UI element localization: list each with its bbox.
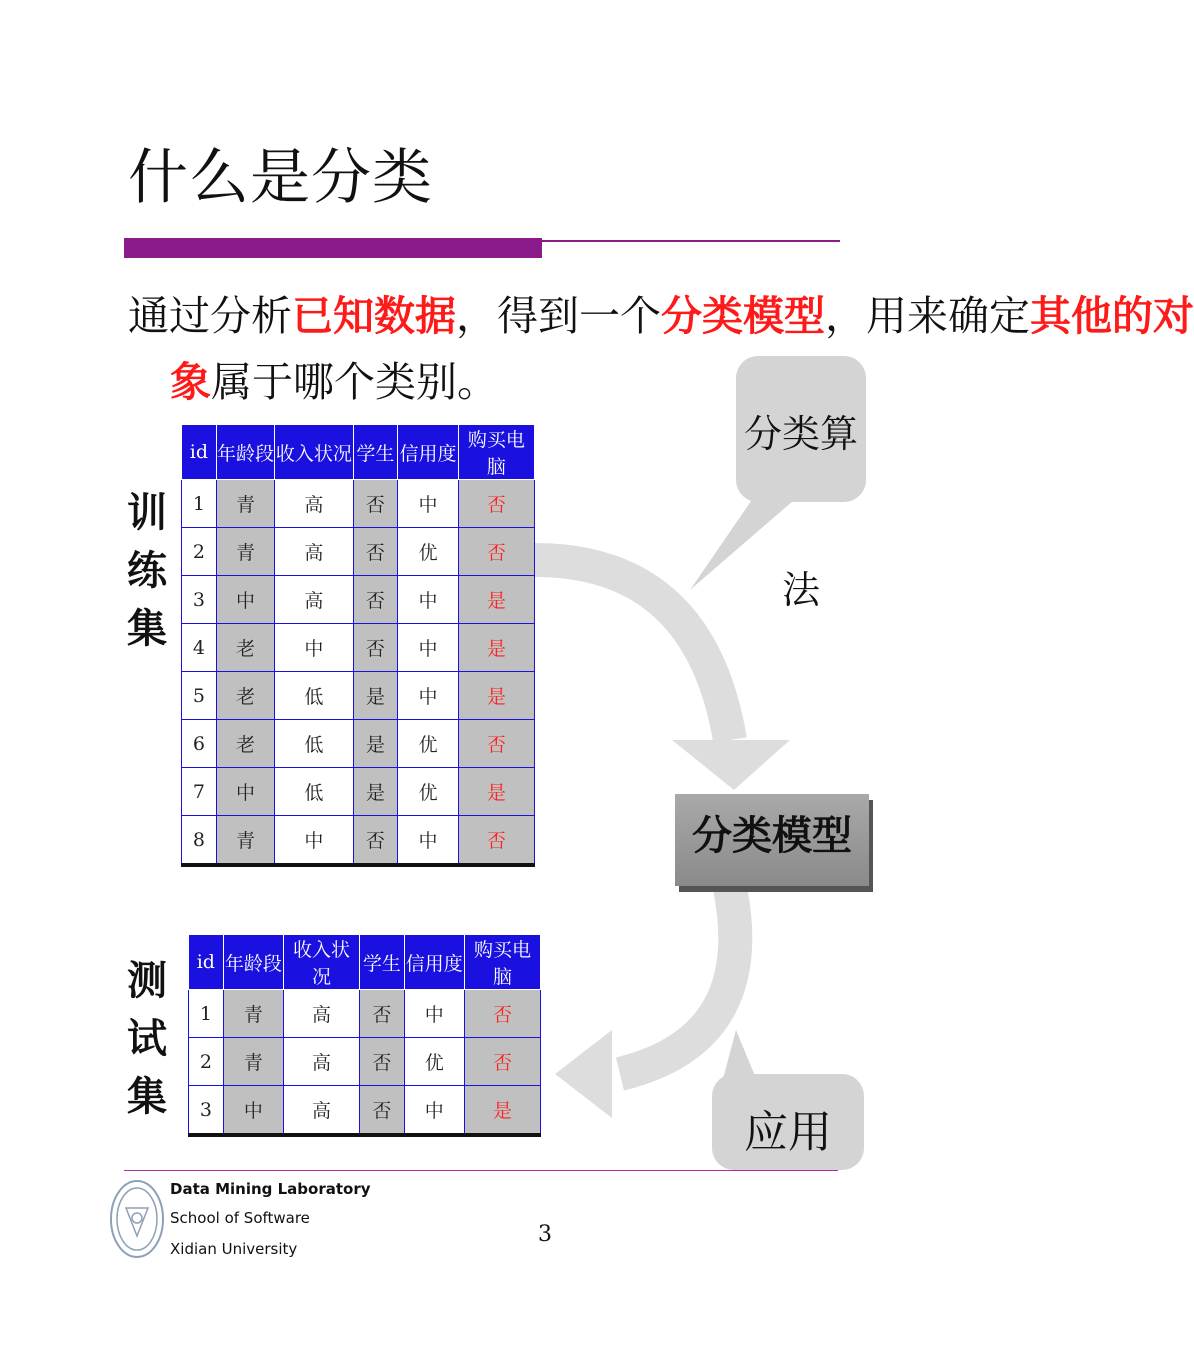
classification-model-box: 分类模型 <box>675 794 869 886</box>
cell-buys: 是 <box>464 1086 540 1136</box>
cell-credit: 优 <box>404 1038 464 1086</box>
footer-lab-name: Data Mining Laboratory <box>170 1180 371 1198</box>
cell-age: 青 <box>216 528 275 576</box>
header-age: 年龄段 <box>216 425 275 480</box>
test-table <box>188 934 541 1137</box>
cell-id: 8 <box>182 816 217 866</box>
intro-highlight: 象 <box>170 358 211 406</box>
cell-credit: 中 <box>398 624 458 672</box>
cell-id: 7 <box>182 768 217 816</box>
header-credit: 信用度 <box>398 425 458 480</box>
cell-student: 是 <box>353 720 398 768</box>
table-row <box>182 672 535 720</box>
test-set-label <box>124 952 170 1126</box>
header-income: 收入状况 <box>284 935 360 990</box>
footer-university-name: Xidian University <box>170 1240 298 1258</box>
cell-credit: 中 <box>398 576 458 624</box>
cell-id: 1 <box>182 480 217 528</box>
table-row <box>182 528 535 576</box>
cell-credit: 中 <box>398 480 458 528</box>
cell-buys: 是 <box>458 624 534 672</box>
footer-rule <box>124 1170 838 1171</box>
header-income: 收入状况 <box>275 425 353 480</box>
cell-credit: 中 <box>398 672 458 720</box>
cell-age: 青 <box>216 816 275 866</box>
cell-age: 老 <box>216 720 275 768</box>
page-title: 什么是分类 <box>128 143 433 213</box>
table-row <box>189 1038 541 1086</box>
cell-income: 低 <box>275 672 353 720</box>
cell-buys: 是 <box>458 576 534 624</box>
header-buys: 购买电脑 <box>458 425 534 480</box>
cell-id: 3 <box>189 1086 224 1136</box>
label-char: 集 <box>127 1073 167 1120</box>
cell-credit: 中 <box>398 816 458 866</box>
intro-text: 属于哪个类别。 <box>211 358 498 406</box>
table-row <box>182 768 535 816</box>
page-number: 3 <box>538 1222 552 1247</box>
cell-credit: 优 <box>398 528 458 576</box>
cell-income: 低 <box>275 768 353 816</box>
cell-age: 青 <box>223 990 283 1038</box>
cell-income: 高 <box>284 1038 360 1086</box>
cell-income: 高 <box>275 576 353 624</box>
table-row <box>182 816 535 866</box>
cell-id: 3 <box>182 576 217 624</box>
cell-buys: 否 <box>464 1038 540 1086</box>
university-seal-icon <box>108 1178 166 1260</box>
training-set-label <box>124 484 170 658</box>
intro-text: 通过分析 <box>128 292 292 340</box>
cell-age: 老 <box>216 672 275 720</box>
cell-student: 否 <box>353 576 398 624</box>
table-row <box>182 576 535 624</box>
cell-income: 高 <box>284 990 360 1038</box>
cell-id: 2 <box>189 1038 224 1086</box>
cell-age: 青 <box>223 1038 283 1086</box>
header-id: id <box>189 935 224 990</box>
header-credit: 信用度 <box>404 935 464 990</box>
header-student: 学生 <box>353 425 398 480</box>
cell-age: 中 <box>223 1086 283 1136</box>
arrow-head-down <box>672 740 790 790</box>
cell-student: 否 <box>353 480 398 528</box>
cell-income: 高 <box>275 528 353 576</box>
apply-bubble: 应用 <box>712 1074 864 1170</box>
cell-age: 中 <box>216 576 275 624</box>
label-char: 练 <box>127 547 167 594</box>
table-header-row <box>182 425 535 480</box>
table-row <box>182 720 535 768</box>
cell-id: 2 <box>182 528 217 576</box>
arrow-train-to-model <box>535 560 730 740</box>
cell-id: 1 <box>189 990 224 1038</box>
cell-student: 是 <box>353 768 398 816</box>
table-row <box>182 480 535 528</box>
cell-student: 否 <box>360 990 405 1038</box>
header-age: 年龄段 <box>223 935 283 990</box>
cell-buys: 否 <box>458 720 534 768</box>
header-student: 学生 <box>360 935 405 990</box>
cell-buys: 否 <box>464 990 540 1038</box>
cell-student: 否 <box>353 528 398 576</box>
cell-credit: 优 <box>398 768 458 816</box>
cell-id: 5 <box>182 672 217 720</box>
cell-income: 中 <box>275 816 353 866</box>
table-row <box>189 1086 541 1136</box>
cell-student: 否 <box>353 624 398 672</box>
cell-id: 6 <box>182 720 217 768</box>
cell-student: 否 <box>353 816 398 866</box>
cell-credit: 中 <box>404 1086 464 1136</box>
cell-buys: 否 <box>458 528 534 576</box>
cell-buys: 是 <box>458 672 534 720</box>
table-header-row <box>189 935 541 990</box>
label-char: 集 <box>127 605 167 652</box>
label-char: 试 <box>127 1015 167 1062</box>
arrow-head-left <box>555 1030 612 1118</box>
table-row <box>189 990 541 1038</box>
intro-highlight: 其他的对 <box>1030 292 1194 340</box>
arrow-model-to-test <box>620 888 735 1074</box>
cell-buys: 是 <box>458 768 534 816</box>
label-char: 训 <box>127 489 167 536</box>
cell-age: 中 <box>216 768 275 816</box>
training-table <box>181 424 535 867</box>
cell-student: 否 <box>360 1038 405 1086</box>
intro-text: ，用来确定 <box>825 292 1030 340</box>
intro-text: ，得到一个 <box>456 292 661 340</box>
cell-credit: 优 <box>398 720 458 768</box>
table-row <box>182 624 535 672</box>
header-id: id <box>182 425 217 480</box>
cell-buys: 否 <box>458 480 534 528</box>
cell-income: 高 <box>275 480 353 528</box>
cell-buys: 否 <box>458 816 534 866</box>
footer-school-name: School of Software <box>170 1209 310 1227</box>
cell-age: 老 <box>216 624 275 672</box>
cell-income: 中 <box>275 624 353 672</box>
cell-student: 否 <box>360 1086 405 1136</box>
cell-income: 低 <box>275 720 353 768</box>
cell-student: 是 <box>353 672 398 720</box>
intro-highlight: 已知数据 <box>292 292 456 340</box>
cell-age: 青 <box>216 480 275 528</box>
label-char: 测 <box>127 957 167 1004</box>
cell-credit: 中 <box>404 990 464 1038</box>
intro-highlight: 分类模型 <box>661 292 825 340</box>
cell-income: 高 <box>284 1086 360 1136</box>
classification-algorithm-bubble: 分类算法 <box>736 356 866 502</box>
header-buys: 购买电脑 <box>464 935 540 990</box>
cell-id: 4 <box>182 624 217 672</box>
